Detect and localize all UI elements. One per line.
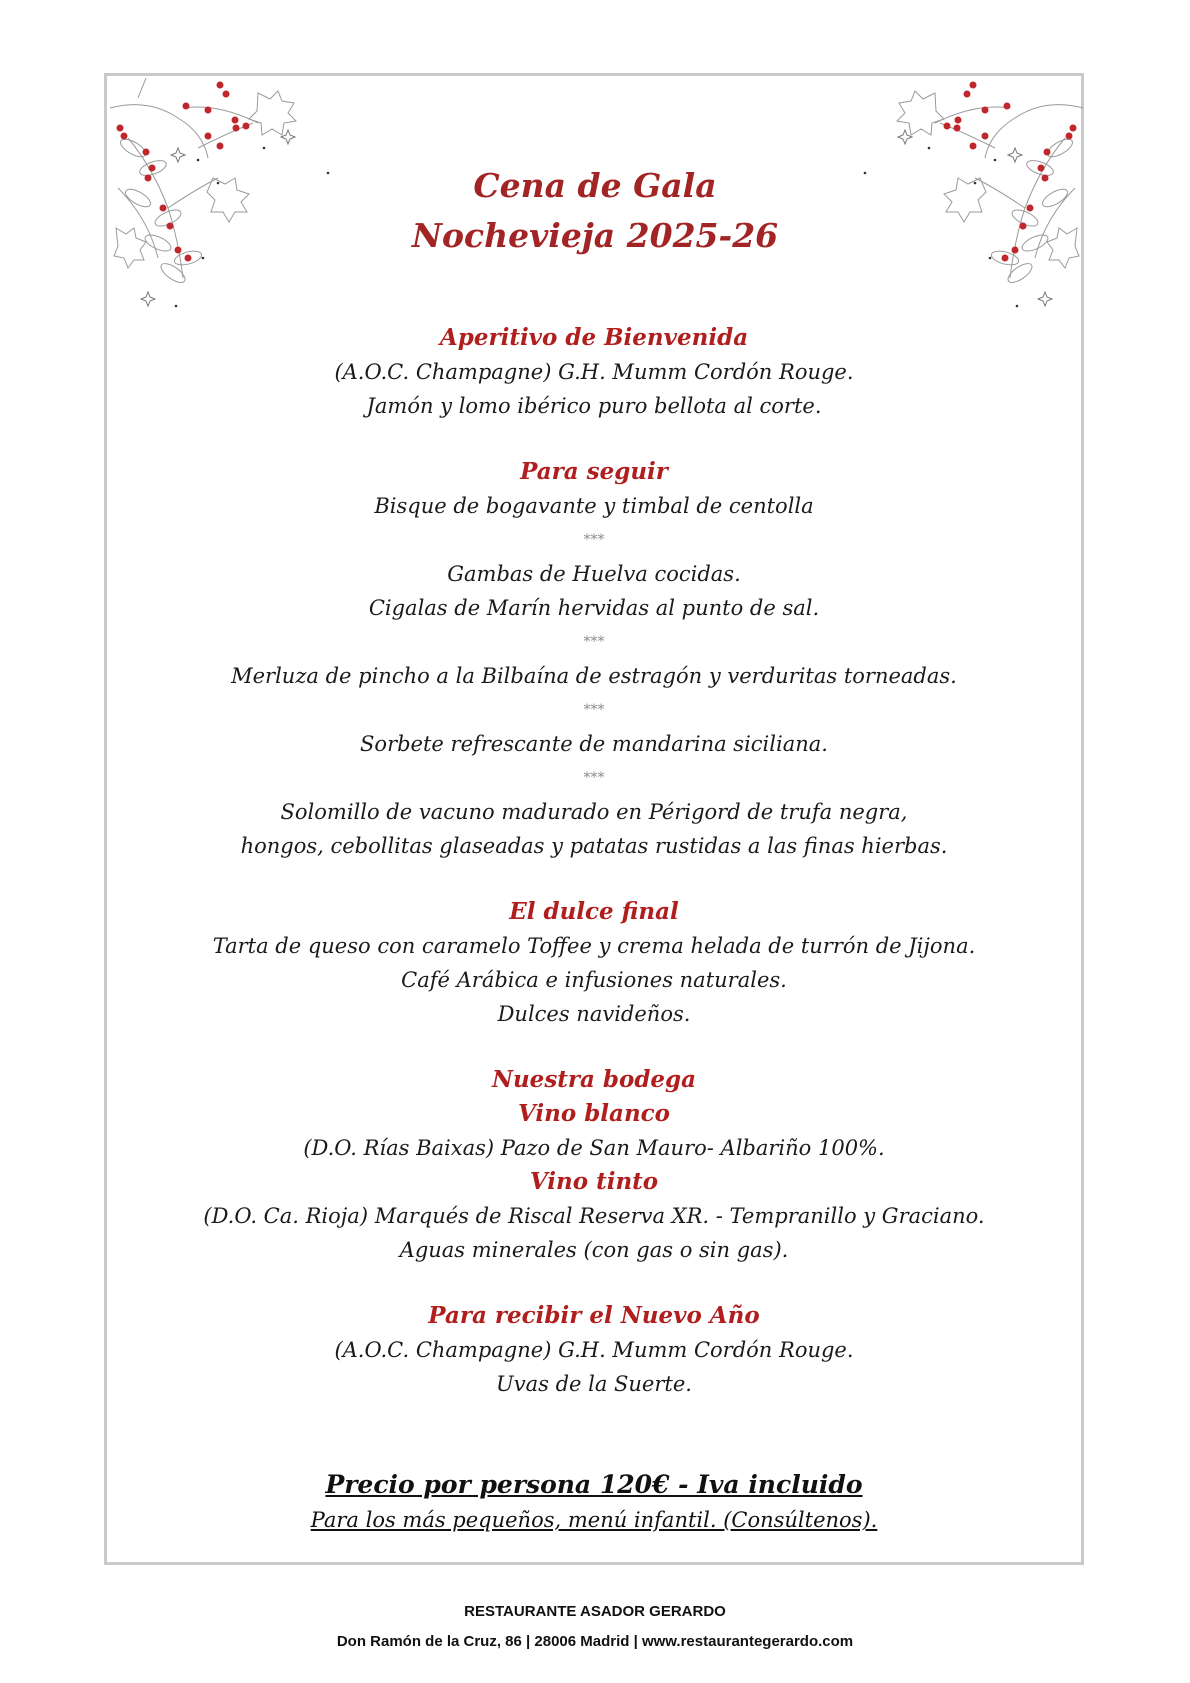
menu-item: Sorbete refrescante de mandarina siciliana. <box>360 732 828 756</box>
menu-item: Merluza de pincho a la Bilbaína de estragón y verduritas torneadas. <box>231 664 957 688</box>
menu-item: (A.O.C. Champagne) G.H. Mumm Cordón Rouge. <box>334 360 854 384</box>
section-heading-seguir: Para seguir <box>520 458 668 485</box>
menu-item: Tarta de queso con caramelo Toffee y crema helada de turrón de Jijona. <box>212 934 976 958</box>
menu-item: hongos, cebollitas glaseadas y patatas rustidas a las finas hierbas. <box>240 834 948 858</box>
separator: *** <box>583 532 605 548</box>
separator: *** <box>583 702 605 718</box>
menu-item: (D.O. Rías Baixas) Pazo de San Mauro- Albariño 100%. <box>303 1136 885 1160</box>
subheading-vino-tinto: Vino tinto <box>529 1168 659 1195</box>
restaurant-name: RESTAURANTE ASADOR GERARDO <box>464 1603 726 1620</box>
section-heading-dulce: El dulce final <box>509 898 679 925</box>
price-per-person: Precio por persona 120€ - Iva incluido <box>325 1470 863 1499</box>
restaurant-address: Don Ramón de la Cruz, 86 | 28006 Madrid | www.restaurantegerardo.com <box>336 1633 854 1650</box>
menu-item: (A.O.C. Champagne) G.H. Mumm Cordón Rouge. <box>334 1338 854 1362</box>
separator: *** <box>583 770 605 786</box>
menu-item: Cigalas de Marín hervidas al punto de sal. <box>368 596 820 620</box>
title-line-1: Cena de Gala <box>473 166 717 205</box>
menu-item: (D.O. Ca. Rioja) Marqués de Riscal Reserva XR. - Tempranillo y Graciano. <box>203 1204 985 1228</box>
menu-item: Gambas de Huelva cocidas. <box>447 562 741 586</box>
subheading-vino-blanco: Vino blanco <box>517 1100 671 1127</box>
menu-item: Aguas minerales (con gas o sin gas). <box>399 1238 789 1262</box>
section-heading-bodega: Nuestra bodega <box>491 1066 697 1093</box>
menu-item: Solomillo de vacuno madurado en Périgord de trufa negra, <box>280 800 908 824</box>
menu-item: Café Arábica e infusiones naturales. <box>401 968 787 992</box>
menu-item: Dulces navideños. <box>497 1002 691 1026</box>
kids-menu-note: Para los más pequeños, menú infantil. (Consúltenos). <box>310 1508 878 1532</box>
separator: *** <box>583 634 605 650</box>
menu-item: Jamón y lomo ibérico puro bellota al corte. <box>366 394 822 418</box>
section-heading-nuevo-ano: Para recibir el Nuevo Año <box>428 1302 760 1329</box>
menu-item: Uvas de la Suerte. <box>496 1372 692 1396</box>
section-heading-aperitivo: Aperitivo de Bienvenida <box>439 324 749 351</box>
menu-item: Bisque de bogavante y timbal de centolla <box>374 494 814 518</box>
title-line-2: Nochevieja 2025-26 <box>411 216 779 255</box>
pricing-block <box>104 1466 1084 1536</box>
menu-body <box>104 321 1084 1401</box>
